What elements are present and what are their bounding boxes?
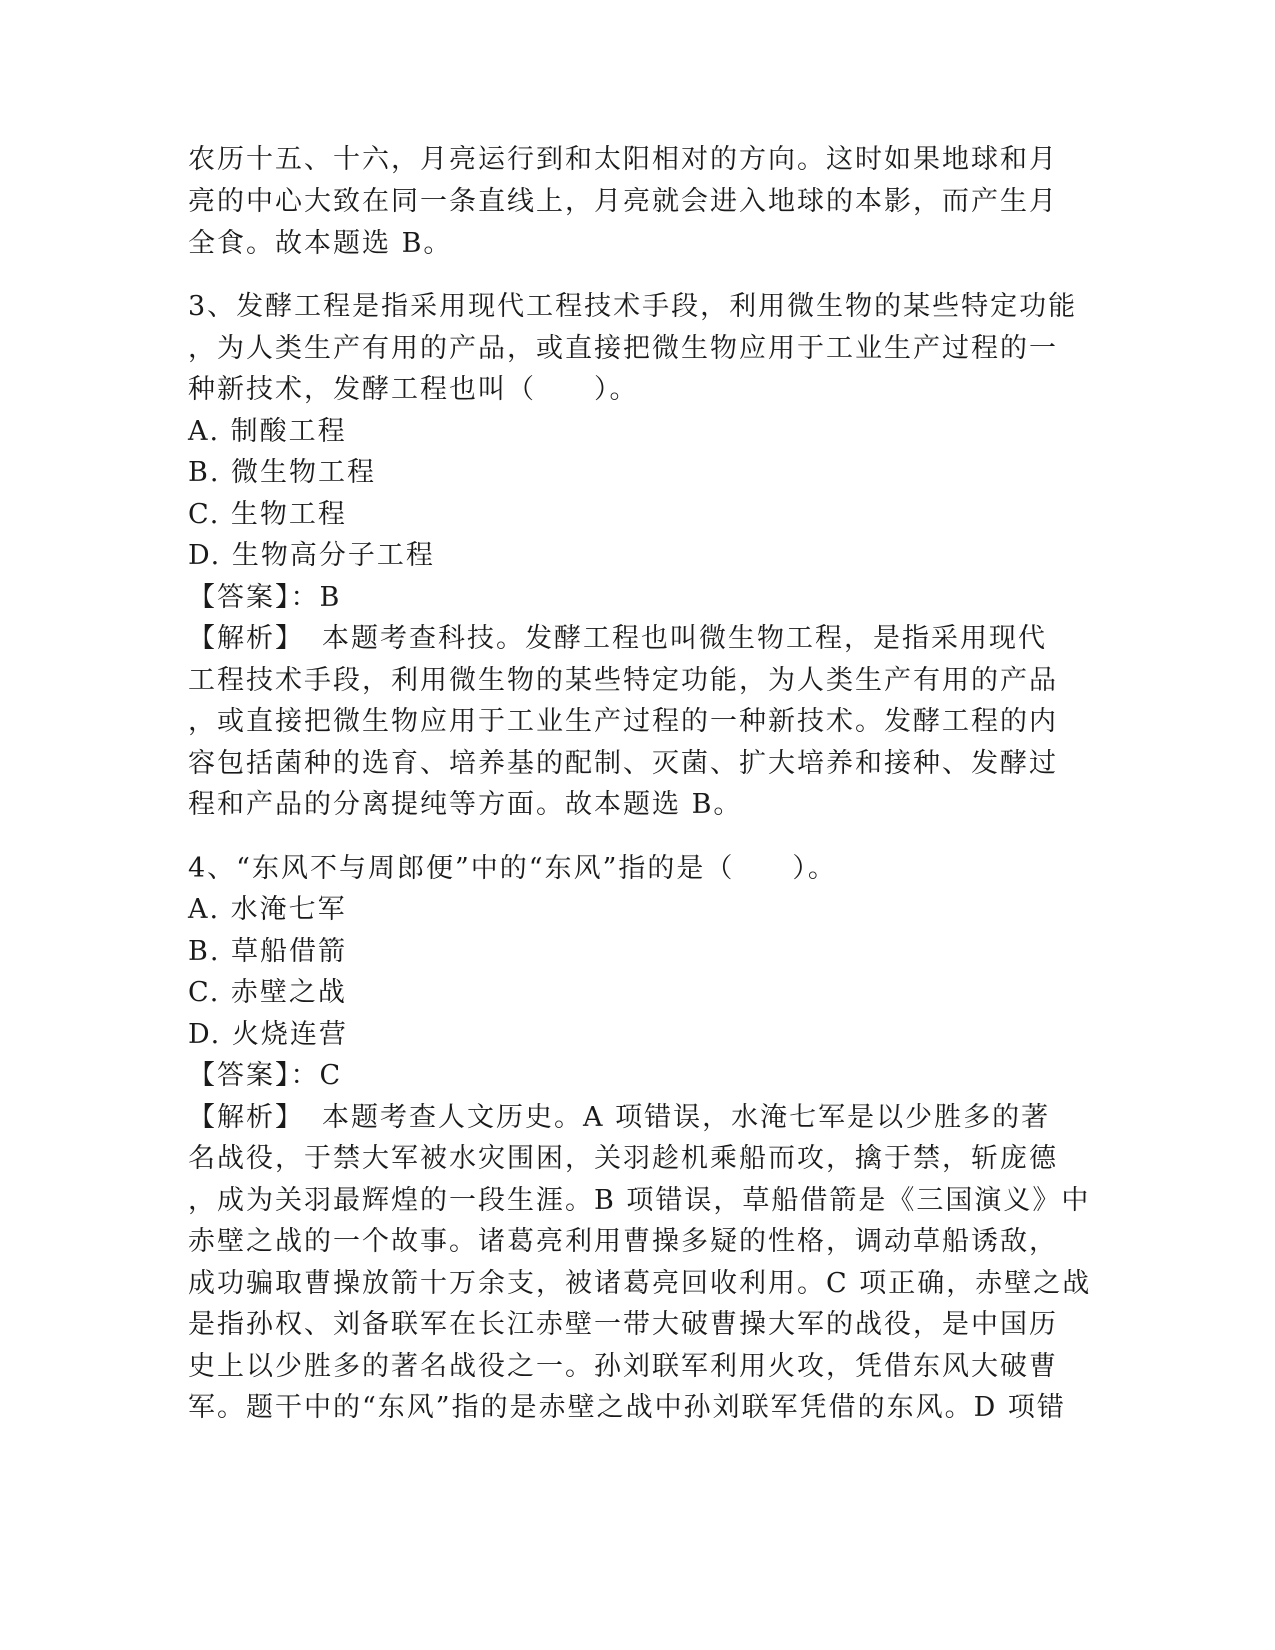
question-4-option-b: B. 草船借箭	[188, 936, 348, 967]
intro-line: 亮的中心大致在同一条直线上，月亮就会进入地球的本影，而产生月	[188, 186, 1058, 217]
question-4-analysis	[188, 1101, 1050, 1135]
answer-value: C	[319, 1060, 343, 1091]
question-3-option-d: D. 生物高分子工程	[188, 540, 435, 571]
answer-label: 【答案】：	[188, 1060, 320, 1091]
question-4-option-a: A. 水淹七军	[188, 894, 347, 925]
answer-value: B	[319, 582, 342, 613]
question-3-analysis	[188, 622, 1047, 656]
intro-line: 全食。故本题选 B。	[188, 228, 453, 259]
question-4-answer	[188, 1059, 342, 1093]
question-3-stem: ，为人类生产有用的产品，或直接把微生物应用于工业生产过程的一	[188, 333, 1058, 364]
analysis-text: 本题考查科技。发酵工程也叫微生物工程，是指采用现代	[322, 623, 1047, 654]
question-3-analysis: 容包括菌种的选育、培养基的配制、灭菌、扩大培养和接种、发酵过	[188, 748, 1058, 779]
analysis-text: 本题考查人文历史。A 项错误，水淹七军是以少胜多的著	[322, 1102, 1051, 1133]
question-3-stem: 3、发酵工程是指采用现代工程技术手段，利用微生物的某些特定功能	[188, 291, 1078, 322]
question-4-analysis: 名战役，于禁大军被水灾围困，关羽趁机乘船而攻，擒于禁，斩庞德	[188, 1143, 1058, 1174]
question-3-answer	[188, 581, 341, 615]
analysis-label: 【解析】	[188, 623, 304, 654]
question-4-option-d: D. 火烧连营	[188, 1019, 348, 1050]
question-3-option-c: C. 生物工程	[188, 499, 347, 530]
question-4-analysis: 成功骗取曹操放箭十万余支，被诸葛亮回收利用。C 项正确，赤壁之战	[188, 1268, 1092, 1299]
question-4-analysis: ，成为关羽最辉煌的一段生涯。B 项错误，草船借箭是《三国演义》中	[188, 1185, 1091, 1216]
question-3-analysis: ，或直接把微生物应用于工业生产过程的一种新技术。发酵工程的内	[188, 706, 1058, 737]
question-4-stem: 4、“东风不与周郎便”中的“东风”指的是（ ）。	[188, 853, 837, 884]
answer-label: 【答案】：	[188, 582, 320, 613]
question-4-analysis: 赤壁之战的一个故事。诸葛亮利用曹操多疑的性格，调动草船诱敌，	[188, 1226, 1058, 1257]
intro-line: 农历十五、十六，月亮运行到和太阳相对的方向。这时如果地球和月	[188, 144, 1058, 175]
question-3-option-a: A. 制酸工程	[188, 416, 347, 447]
question-3-analysis: 工程技术手段，利用微生物的某些特定功能，为人类生产有用的产品	[188, 665, 1058, 696]
question-4-analysis: 是指孙权、刘备联军在长江赤壁一带大破曹操大军的战役，是中国历	[188, 1309, 1058, 1340]
analysis-label: 【解析】	[188, 1102, 304, 1133]
question-4-option-c: C. 赤壁之战	[188, 977, 347, 1008]
question-4-analysis: 史上以少胜多的著名战役之一。孙刘联军利用火攻，凭借东风大破曹	[188, 1351, 1058, 1382]
question-3-analysis: 程和产品的分离提纯等方面。故本题选 B。	[188, 789, 743, 820]
question-3-option-b: B. 微生物工程	[188, 457, 377, 488]
question-4-analysis: 军。题干中的“东风”指的是赤壁之战中孙刘联军凭借的东风。D 项错	[188, 1392, 1066, 1423]
question-3-stem: 种新技术，发酵工程也叫（ ）。	[188, 374, 639, 405]
